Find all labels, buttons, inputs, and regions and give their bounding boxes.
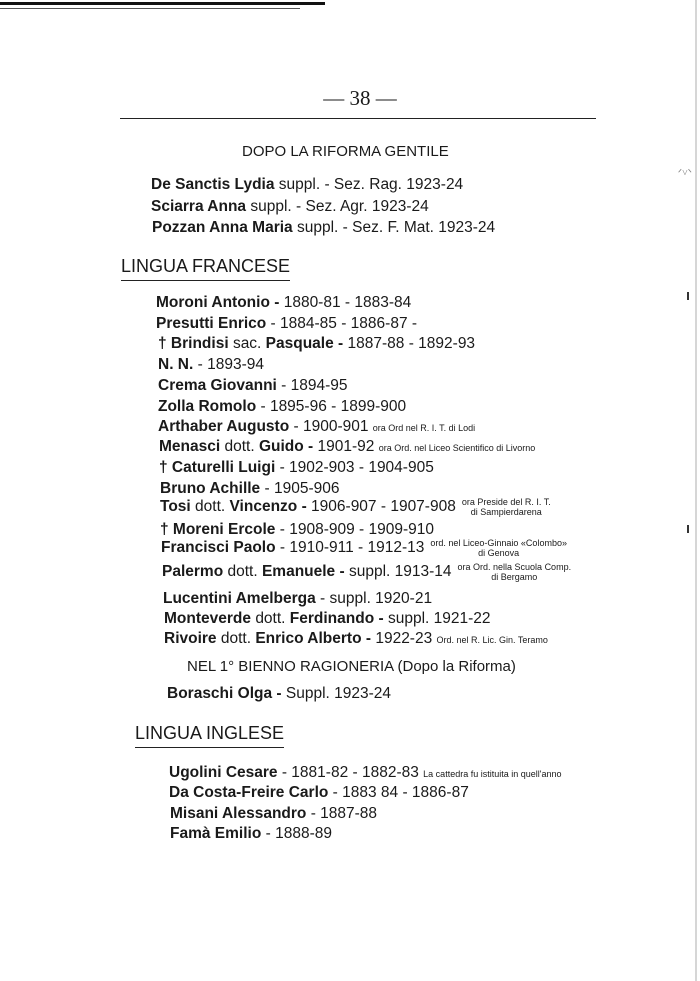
section-title-text: LINGUA FRANCESE xyxy=(121,256,291,276)
list-item xyxy=(159,459,434,477)
person-name: Enrico Alberto - xyxy=(255,630,376,647)
person-title: dott. xyxy=(255,610,290,627)
entry-note xyxy=(462,497,551,517)
person-name: Presutti Enrico xyxy=(156,315,267,332)
person-name: Bruno Achille xyxy=(160,480,261,497)
person-name: Sciarra Anna xyxy=(151,198,247,215)
list-item xyxy=(151,198,429,216)
list-item xyxy=(160,497,551,517)
list-item xyxy=(156,294,411,312)
entry-note xyxy=(430,538,567,558)
entry-dates: - 1910-911 - 1912-13 xyxy=(275,539,425,557)
section-title-inglese xyxy=(135,723,284,748)
list-item xyxy=(169,764,561,783)
person-name: Famà Emilio xyxy=(170,825,262,842)
list-item xyxy=(151,176,463,194)
print-specks-icon: ᐟ˅ᐠ xyxy=(677,168,692,179)
person-surname: Palermo xyxy=(162,563,228,581)
page-number: — 38 — xyxy=(323,86,397,110)
person-name: Misani Alessandro xyxy=(170,805,307,822)
entry-dates: - 1895-96 - 1899-900 xyxy=(256,398,407,415)
person-name: Lucentini Amelberga xyxy=(163,590,316,607)
person-name: † Caturelli Luigi xyxy=(159,459,276,476)
list-item xyxy=(170,805,377,823)
list-item xyxy=(161,538,567,558)
person-name: Zolla Romolo xyxy=(158,398,257,415)
person-name: Moroni Antonio - xyxy=(156,294,284,311)
entry-note-line: di Bergamo xyxy=(491,572,538,582)
entry-note xyxy=(458,562,572,582)
entry-dates: - 1881-82 - 1882-83 xyxy=(277,764,419,781)
section-title-text: LINGUA INGLESE xyxy=(135,723,285,743)
entry-dates: 1922-23 xyxy=(375,630,433,647)
person-surname: Monteverde xyxy=(164,610,256,627)
list-item xyxy=(167,685,391,703)
list-item xyxy=(170,825,332,843)
list-item xyxy=(158,335,475,353)
page-edge xyxy=(695,0,697,981)
section-underline xyxy=(135,747,284,748)
person-name: Boraschi Olga - xyxy=(167,685,286,702)
top-border-rule-thin xyxy=(0,8,300,9)
entry-dates: - 1894-95 xyxy=(276,377,348,394)
person-name: Arthaber Augusto xyxy=(158,418,290,435)
person-name: Ferdinando - xyxy=(289,610,388,627)
list-item xyxy=(158,377,348,395)
entry-note: La cattedra fu istituita in quell'anno xyxy=(423,769,562,779)
person-name: Crema Giovanni xyxy=(158,377,277,394)
subheading-ragioneria: NEL 1° BIENNO RAGIONERIA (Dopo la Riforma) xyxy=(187,658,516,675)
entry-note: ora Ord. nel Liceo Scientifico di Livorno xyxy=(378,443,536,453)
entry-dates: 1887-88 - 1892-93 xyxy=(347,335,476,352)
entry-dates: - suppl. 1920-21 xyxy=(315,590,433,607)
person-name: Pozzan Anna Maria xyxy=(152,219,293,236)
list-item xyxy=(159,438,535,457)
person-name: † Moreni Ercole xyxy=(160,521,276,538)
edge-mark xyxy=(687,525,689,533)
entry-dates: - 1884-85 - 1886-87 - xyxy=(266,315,418,332)
list-item xyxy=(158,398,406,416)
entry-detail: suppl. - Sez. F. Mat. 1923-24 xyxy=(292,219,496,236)
entry-dates: suppl. 1913-14 xyxy=(348,563,452,581)
entry-detail: suppl. - Sez. Rag. 1923-24 xyxy=(274,176,464,193)
person-title: dott. xyxy=(195,498,230,516)
list-item xyxy=(160,521,434,539)
section-heading-post-reform: DOPO LA RIFORMA GENTILE xyxy=(242,143,449,160)
person-title: dott. xyxy=(220,630,256,647)
top-border-rule xyxy=(0,2,325,5)
person-title: sac. xyxy=(232,335,266,352)
person-name: Vincenzo - xyxy=(229,498,312,516)
list-item xyxy=(162,562,571,582)
entry-note-line: ora Ord. nella Scuola Comp. xyxy=(457,562,572,572)
edge-mark xyxy=(687,292,689,300)
list-item xyxy=(158,418,475,437)
person-name: Francisci Paolo xyxy=(161,539,276,557)
section-title-francese xyxy=(121,256,290,281)
entry-dates: - 1888-89 xyxy=(261,825,332,842)
person-surname: † Brindisi xyxy=(158,335,233,352)
person-name: Emanuele - xyxy=(261,563,349,581)
entry-note-line: ora Preside del R. I. T. xyxy=(461,497,551,507)
entry-dates: - 1905-906 xyxy=(260,480,340,497)
list-item xyxy=(156,315,417,333)
list-item xyxy=(152,219,495,237)
entry-dates: 1880-81 - 1883-84 xyxy=(283,294,412,311)
list-item xyxy=(164,630,548,649)
entry-dates: - 1908-909 - 1909-910 xyxy=(275,521,434,538)
person-name: De Sanctis Lydia xyxy=(151,176,275,193)
entry-dates: - 1883 84 - 1886-87 xyxy=(328,784,469,801)
person-name: Guido - xyxy=(258,438,318,455)
entry-note: Ord. nel R. Lic. Gin. Teramo xyxy=(436,635,548,645)
entry-note-line: ord. nel Liceo-Ginnaio «Colombo» xyxy=(430,538,567,548)
list-item xyxy=(163,590,432,608)
entry-dates: 1901-92 xyxy=(317,438,375,455)
entry-note-line: di Genova xyxy=(478,548,520,558)
person-name: N. N. xyxy=(158,356,194,373)
entry-dates: - 1887-88 xyxy=(306,805,378,822)
person-name: Pasquale - xyxy=(265,335,348,352)
person-name: Da Costa-Freire Carlo xyxy=(169,784,329,801)
person-name: Ugolini Cesare xyxy=(169,764,278,781)
entry-note-line: di Sampierdarena xyxy=(470,507,542,517)
list-item xyxy=(158,356,264,374)
section-underline xyxy=(121,280,290,281)
entry-dates: suppl. 1921-22 xyxy=(387,610,491,627)
entry-dates: 1906-907 - 1907-908 xyxy=(311,498,456,516)
list-item xyxy=(169,784,469,802)
header-rule xyxy=(120,118,596,119)
entry-detail: suppl. - Sez. Agr. 1923-24 xyxy=(246,198,429,215)
entry-dates: Suppl. 1923-24 xyxy=(285,685,392,702)
list-item xyxy=(164,610,491,628)
person-surname: Rivoire xyxy=(164,630,221,647)
person-surname: Tosi xyxy=(160,498,196,516)
entry-dates: - 1900-901 xyxy=(289,418,369,435)
person-title: dott. xyxy=(224,438,259,455)
list-item xyxy=(160,480,339,498)
person-surname: Menasci xyxy=(159,438,225,455)
person-title: dott. xyxy=(227,563,262,581)
entry-dates: - 1893-94 xyxy=(193,356,264,373)
entry-note: ora Ord nel R. I. T. di Lodi xyxy=(372,423,476,433)
entry-dates: - 1902-903 - 1904-905 xyxy=(275,459,434,476)
